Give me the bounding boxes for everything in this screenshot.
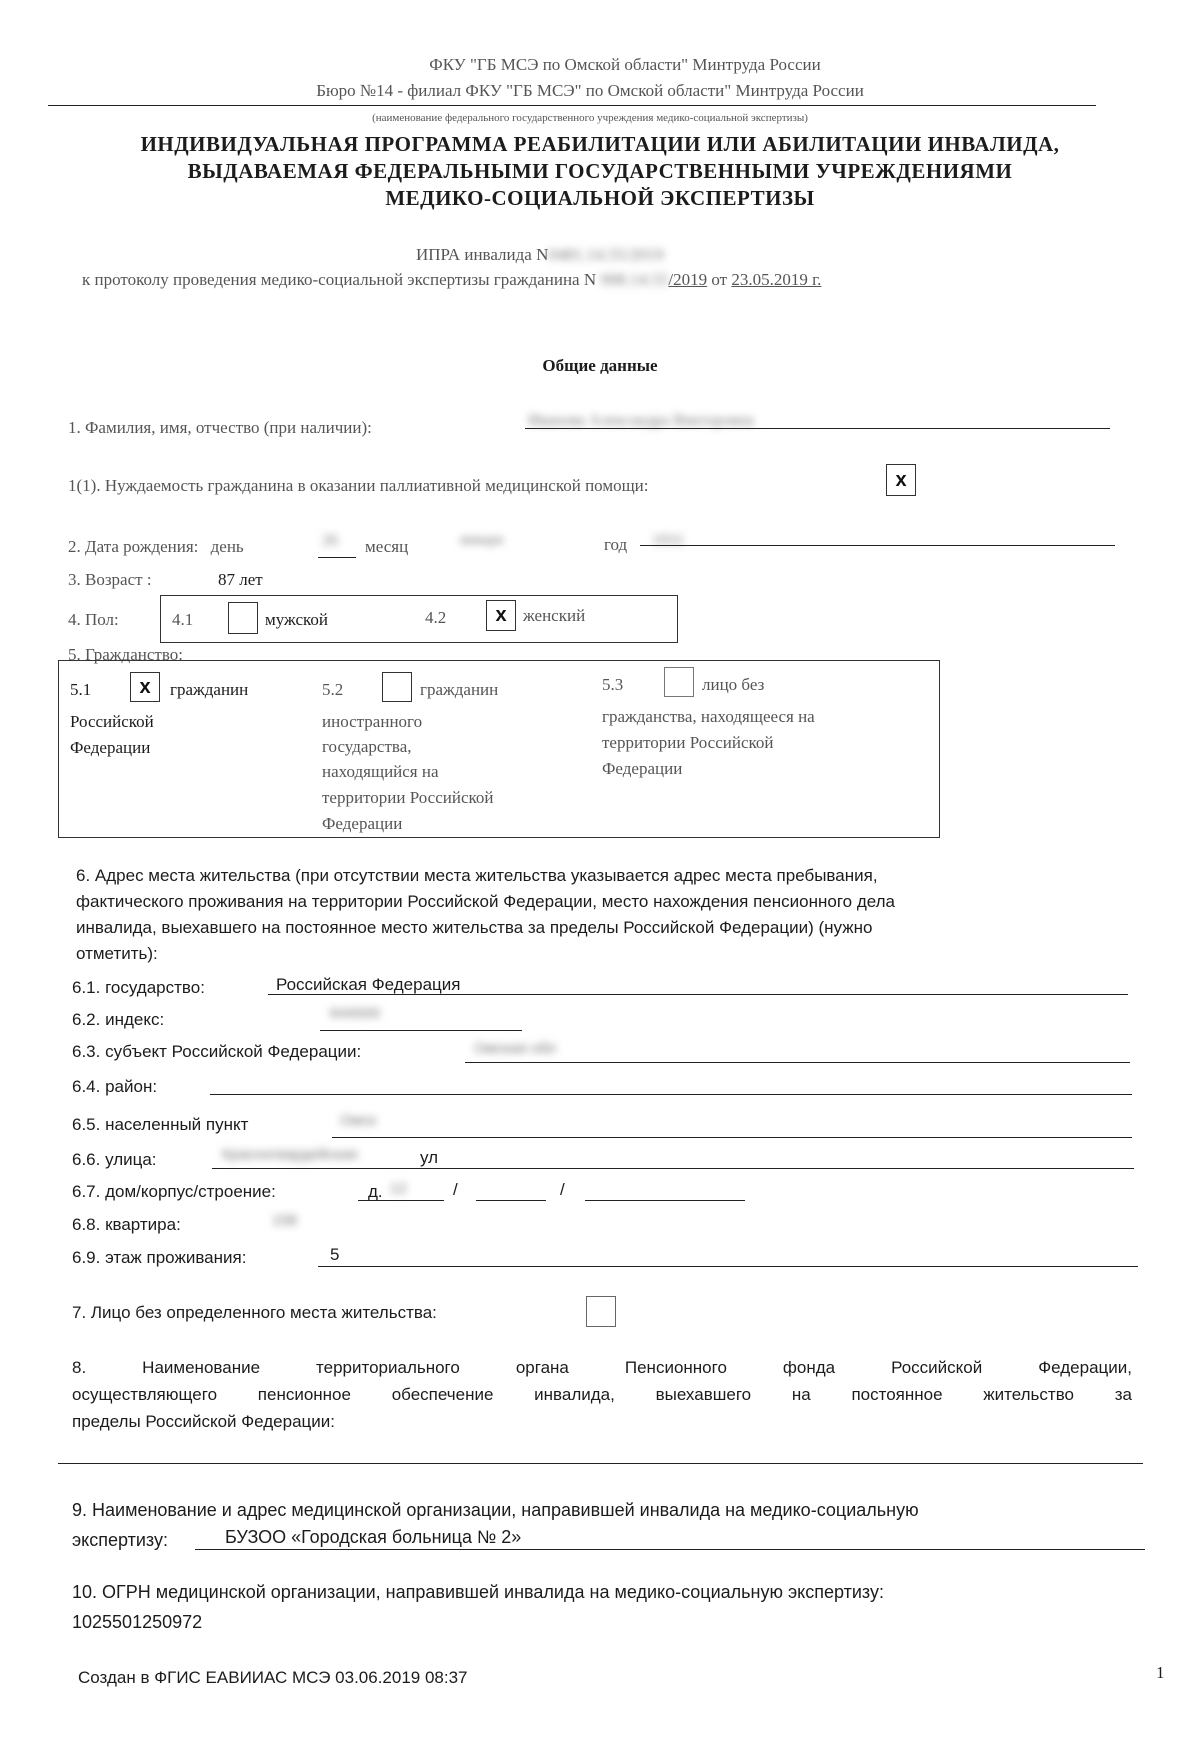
street-underline [212,1168,1134,1169]
protocol-date: 23.05.2019 г. [731,270,822,289]
cit-opt2-rest-4: территории Российской [322,788,494,807]
cit-opt1-rest-1: Российской [70,712,154,731]
address-intro-2: фактического проживания на территории Российской Федерации, место нахождения пенсионного дела [76,892,896,911]
org-line-2: Бюро №14 - филиал ФКУ "ГБ МСЭ" по Омской области" Минтруда России [316,81,864,100]
ogrn-label: 10. ОГРН медицинской организации, направившей инвалида на медико-социальную экспертизу: [72,1582,884,1602]
subject-value: Омская обл [474,1040,557,1057]
street-value: Красногвардейская [222,1146,358,1163]
cit-opt3-rest-3: Федерации [602,759,683,778]
med-org-line-1: 9. Наименование и адрес медицинской организации, направившей инвалида на медико-социальную [72,1500,919,1520]
cit-opt3-rest-1: гражданства, находящееся на [602,707,815,726]
house-sep-2: / [560,1180,565,1199]
country-underline [268,994,1128,995]
index-underline [320,1030,522,1031]
address-intro-3: инвалида, выехавшего на постоянное место жительства за пределы Российской Федерации) (нужно [76,918,873,937]
cit-opt3-rest-2: территории Российской [602,733,774,752]
med-org-underline [195,1549,1145,1550]
title-line-3: МЕДИКО-СОЦИАЛЬНОЙ ЭКСПЕРТИЗЫ [385,186,815,210]
corpus-underline [476,1200,546,1201]
pension-line-3: пределы Российской Федерации: [72,1412,335,1431]
birth-year-underline [640,545,1115,546]
street-label: 6.6. улица: [72,1150,157,1169]
subject-label: 6.3. субъект Российской Федерации: [72,1042,362,1061]
protocol-label: к протоколу проведения медико-социальной экспертизы гражданина N [82,270,597,289]
org-line-1: ФКУ "ГБ МСЭ по Омской области" Минтруда России [429,55,821,74]
birth-day-underline [318,557,356,558]
cit-opt3-checkbox[interactable] [664,667,694,697]
pension-line-1: 8. Наименование территориального органа Пенсионного фонда Российской Федерации, [72,1358,1132,1377]
cit-opt2-word: гражданин [420,680,499,699]
district-label: 6.4. район: [72,1077,158,1096]
cit-opt3-num: 5.3 [602,675,624,694]
pension-line-2: осуществляющего пенсионное обеспечение инвалида, выехавшего на постоянное жительство за [72,1385,1132,1404]
homeless-checkbox[interactable] [586,1296,616,1327]
building-underline [585,1200,745,1201]
cit-opt1-rest-2: Федерации [70,738,151,757]
house-prefix: д. [368,1182,383,1201]
ipra-line [416,245,664,265]
cit-opt2-rest-2: государства, [322,737,412,756]
page-number: 1 [1156,1663,1165,1682]
cit-opt2-rest-3: находящийся на [322,762,439,781]
country-value: Российская Федерация [276,975,461,994]
flat-value: 158 [272,1212,298,1229]
address-intro-1: 6. Адрес места жительства (при отсутствии места жительства указывается адрес места пребывания, [76,866,878,885]
birth-line [68,537,244,557]
district-underline [210,1094,1132,1095]
cit-opt2-rest-1: иностранного [322,712,423,731]
sex-male-label: мужской [265,610,329,629]
street-suffix: ул [420,1148,439,1167]
birth-month-value: января [460,532,503,548]
floor-underline [318,1266,1138,1267]
homeless-label: 7. Лицо без определенного места жительства: [72,1303,437,1322]
cit-opt1-num: 5.1 [70,680,92,699]
sex-male-num: 4.1 [172,610,194,629]
footer-created: Создан в ФГИС ЕАВИИАС МСЭ 03.06.2019 08:37 [78,1668,468,1687]
ogrn-value: 1025501250972 [72,1612,203,1632]
fio-underline [525,428,1110,429]
birth-day-value: 26 [322,532,338,549]
house-label: 6.7. дом/корпус/строение: [72,1182,276,1201]
birth-month-label: месяц [365,537,409,556]
index-value: 644000 [330,1005,381,1022]
cit-opt2-rest-5: Федерации [322,814,403,833]
floor-value: 5 [330,1245,340,1264]
cit-opt2-num: 5.2 [322,680,344,699]
locality-label: 6.5. населенный пункт [72,1115,249,1134]
subject-underline [465,1062,1130,1063]
pension-underline [58,1463,1143,1464]
age-label: 3. Возраст : [68,570,152,589]
org-caption: (наименование федерального государственного учреждения медико-социальной экспертизы) [372,112,808,124]
ipra-number: 0481.14.55/2019 [548,245,664,264]
flat-label: 6.8. квартира: [72,1215,181,1234]
floor-label: 6.9. этаж проживания: [72,1248,247,1267]
address-intro-4: отметить): [76,944,158,963]
cit-opt1-checkbox[interactable]: x [130,672,160,702]
ipra-label: ИПРА инвалида N [416,245,549,264]
locality-underline [332,1137,1132,1138]
general-heading: Общие данные [542,356,658,375]
cit-opt1-word: гражданин [170,680,249,699]
protocol-date-label: от [711,270,728,289]
citizenship-label: 5. Гражданство: [68,645,183,664]
fio-value: Иванова Александра Викторовна [528,412,755,429]
birth-label: 2. Дата рождения: [68,537,199,556]
index-label: 6.2. индекс: [72,1010,165,1029]
fio-label: 1. Фамилия, имя, отчество (при наличии): [68,418,372,437]
cit-opt3-word: лицо без [702,675,765,694]
protocol-line [82,270,821,290]
palliative-checkbox[interactable]: x [886,464,916,496]
sex-label: 4. Пол: [68,610,119,629]
palliative-label: 1(1). Нуждаемость гражданина в оказании паллиативной медицинской помощи: [68,476,649,495]
house-sep-1: / [453,1180,458,1199]
house-value: 12 [390,1180,407,1197]
sex-female-checkbox[interactable]: x [486,600,516,631]
title-line-2: ВЫДАВАЕМАЯ ФЕДЕРАЛЬНЫМИ ГОСУДАРСТВЕННЫМИ УЧРЕЖДЕНИЯМИ [187,159,1013,183]
house-underline [358,1200,444,1201]
birth-year-value: 1931 [652,532,684,549]
cit-opt2-checkbox[interactable] [382,672,412,702]
age-value: 87 лет [218,570,263,589]
birth-year-label: год [604,535,628,554]
org-underline [48,105,1096,106]
med-org-value: БУЗОО «Городская больница № 2» [225,1527,522,1547]
sex-female-label: женский [523,606,586,625]
country-label: 6.1. государство: [72,978,205,997]
birth-day-label: день [210,537,244,556]
protocol-number-hidden: 998.14.55 [600,270,669,289]
sex-female-num: 4.2 [425,608,447,627]
title-line-1: ИНДИВИДУАЛЬНАЯ ПРОГРАММА РЕАБИЛИТАЦИИ ИЛИ АБИЛИТАЦИИ ИНВАЛИДА, [140,132,1060,156]
protocol-number-tail: /2019 [668,270,708,289]
sex-male-checkbox[interactable] [228,602,258,634]
med-org-label: экспертизу: [72,1530,168,1550]
locality-value: Омск [340,1112,377,1129]
